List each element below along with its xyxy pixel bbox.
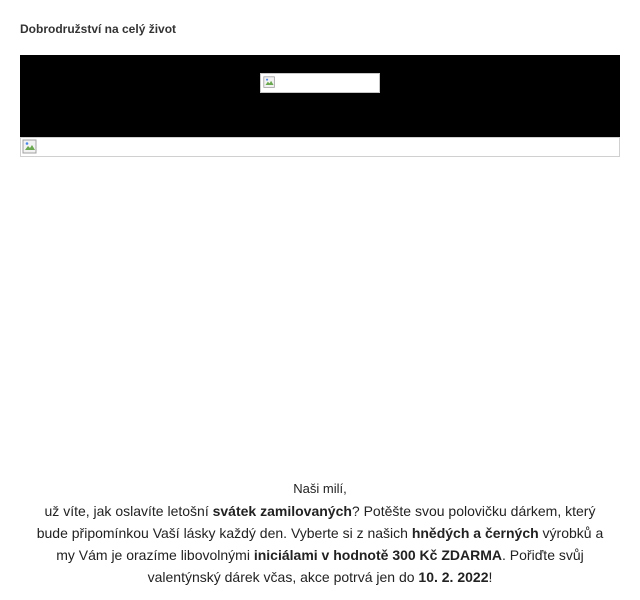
text-run: výrobků a my Vám je orazíme libovolnými	[56, 525, 604, 563]
broken-image-icon	[22, 139, 38, 155]
text-run: !	[488, 569, 493, 585]
text-run: . Pořiďte svůj valentýnský dárek včas, akce potrvá jen do	[147, 547, 584, 585]
bold-run: hnědých a černých	[411, 525, 539, 541]
preheader-text: Dobrodružství na celý život	[20, 22, 177, 36]
greeting: Naši milí,	[293, 481, 347, 496]
bold-run: svátek zamilovaných	[212, 503, 352, 519]
header-band	[20, 55, 620, 137]
hero-image-link[interactable]	[20, 137, 620, 157]
bold-run: iniciálami v hodnotě 300 Kč ZDARMA	[253, 547, 503, 563]
bold-run: 10. 2. 2022	[418, 569, 489, 585]
intro-paragraph	[20, 500, 620, 588]
text-run: už víte, jak oslavíte letošní	[44, 503, 213, 519]
intro-text	[20, 478, 620, 588]
broken-image-icon	[263, 76, 276, 89]
text-run: ? Potěšte svou polovičku dárkem, který bude připomínkou Vaší lásky každý den. Vyberte si z našich	[36, 503, 596, 541]
logo-link[interactable]	[260, 73, 380, 93]
